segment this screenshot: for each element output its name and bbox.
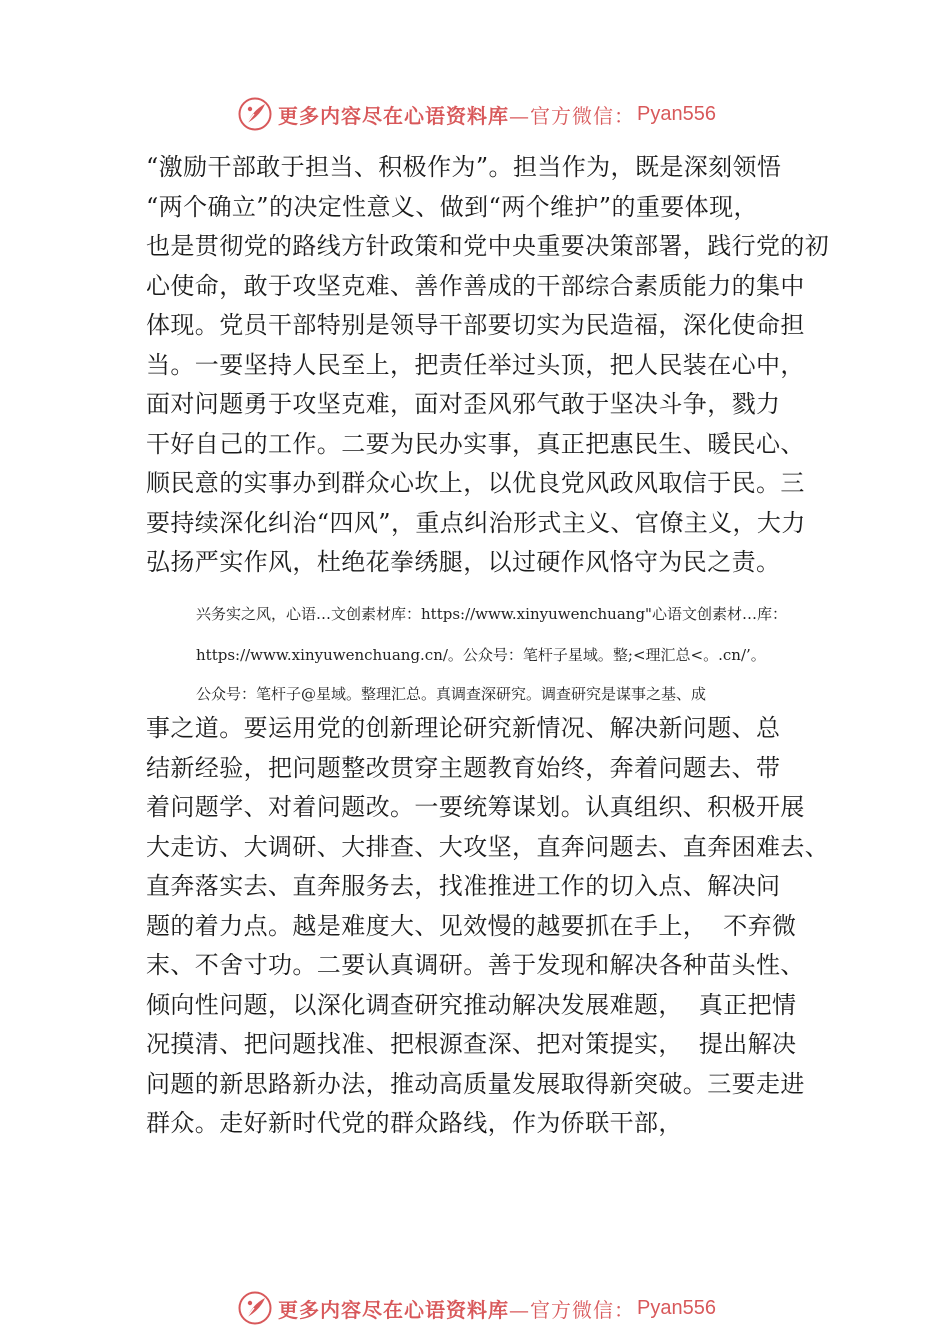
text-line: 直奔落实去、直奔服务去，找准推进工作的切入点、解决问: [146, 872, 781, 900]
source-note-line: 兴务实之风，心语…文创素材库：https://www.xinyuwenchuang"心语文创素材…库：: [196, 605, 787, 623]
text-line: 弘扬严实作风，杜绝花拳绣腿，以过硬作风恪守为民之责。: [146, 548, 781, 576]
text-line: 群众。走好新时代党的群众路线，作为侨联干部，: [146, 1109, 683, 1137]
watermark-lead-text: 更多内容尽在心语资料库: [278, 103, 509, 128]
text-line: 要持续深化纠治“四风”，重点纠治形式主义、官僚主义，大力: [146, 508, 806, 537]
text-line: 也是贯彻党的路线方针政策和党中央重要决策部署，践行党的初: [146, 232, 830, 260]
watermark-tail-text: —官方微信：: [509, 103, 635, 128]
text-line: 体现。党员干部特别是领导干部要切实为民造福，深化使命担: [146, 311, 805, 339]
text-line: 倾向性问题，以深化调查研究推动解决发展难题， 真正把情: [146, 990, 797, 1019]
source-note-line: 公众号：笔杆子@星域。整理汇总。真调查深研究。调查研究是谋事之基、成: [196, 685, 707, 703]
body-paragraph-1: [146, 148, 829, 583]
text-line: 心使命，敢于攻坚克难、善作善成的干部综合素质能力的集中: [146, 271, 805, 300]
watermark-lead-text: 更多内容尽在心语资料库: [278, 1297, 509, 1322]
text-line: 面对问题勇于攻坚克难，面对歪风邪气敢于坚决斗争，戮力: [146, 390, 781, 418]
source-note-line: https://www.xinyuwenchuang.cn/。公众号：笔杆子星域。整;<理汇总<。.cn/’。: [196, 646, 766, 664]
watermark-account-id: Pyan556: [637, 102, 716, 125]
watermark-banner-top: [238, 96, 716, 132]
text-line: 大走访、大调研、大排查、大攻坚，直奔问题去、直奔困难去、: [146, 832, 830, 861]
body-paragraph-2: [146, 709, 829, 1144]
text-line: 末、不舍寸功。二要认真调研。善于发现和解决各种苗头性、: [146, 951, 805, 979]
quill-pen-icon: [238, 1291, 272, 1325]
text-line: 结新经验，把问题整改贯穿主题教育始终，奔着问题去、带: [146, 753, 781, 782]
text-line: 问题的新思路新办法，推动高质量发展取得新突破。三要走进: [146, 1069, 805, 1098]
watermark-banner-bottom: [238, 1290, 716, 1326]
quill-pen-icon: [238, 97, 272, 131]
text-line: “激励干部敢于担当、积极作为”。担当作为，既是深刻领悟: [146, 153, 782, 181]
text-line: 当。一要坚持人民至上，把责任举过头顶，把人民装在心中，: [146, 350, 805, 379]
text-line: “两个确立”的决定性意义、做到“两个维护”的重要体现，: [146, 192, 758, 221]
text-line: 事之道。要运用党的创新理论研究新情况、解决新问题、总: [146, 714, 781, 742]
text-line: 况摸清、把问题找准、把根源查深、把对策提实， 提出解决: [146, 1030, 797, 1058]
watermark-tail-text: —官方微信：: [509, 1297, 635, 1322]
watermark-account-id: Pyan556: [637, 1296, 716, 1319]
text-line: 着问题学、对着问题改。一要统筹谋划。认真组织、积极开展: [146, 793, 805, 821]
text-line: 干好自己的工作。二要为民办实事，真正把惠民生、暖民心、: [146, 429, 805, 458]
text-line: 题的着力点。越是难度大、见效慢的越要抓在手上， 不弃微: [146, 911, 797, 940]
text-line: 顺民意的实事办到群众心坎上，以优良党风政风取信于民。三: [146, 469, 805, 497]
